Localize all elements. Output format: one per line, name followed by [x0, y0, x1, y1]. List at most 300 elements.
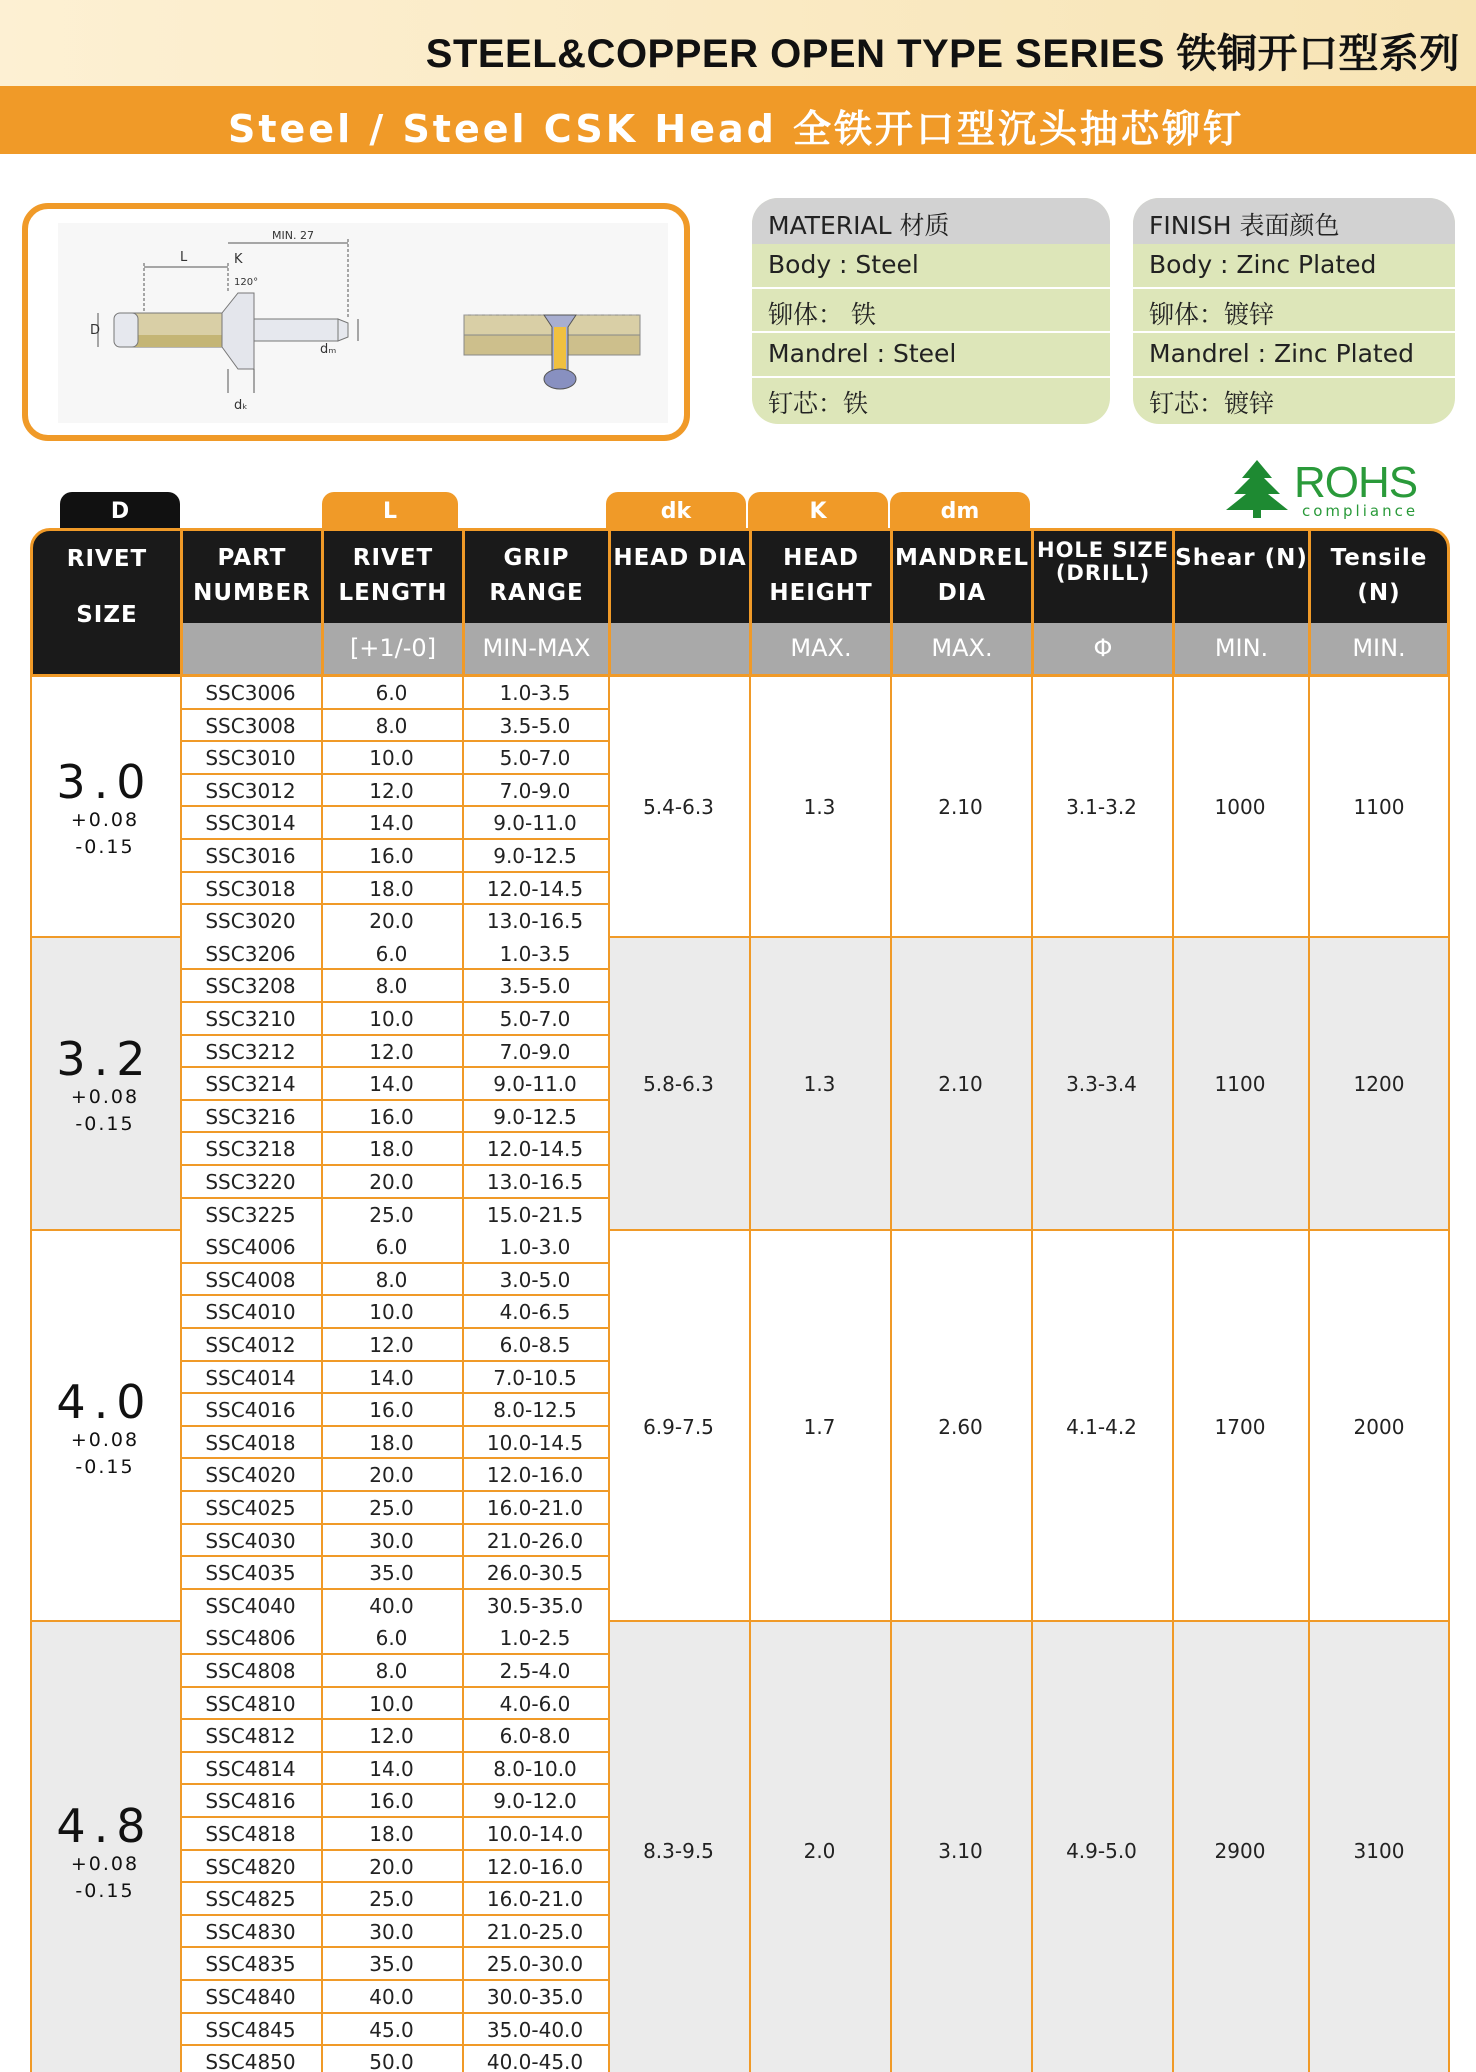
column-divider	[749, 1622, 751, 2072]
grip-range: 9.0-12.5	[493, 844, 577, 868]
table-row	[180, 1492, 608, 1525]
tolerance-minus: -0.15	[75, 1113, 135, 1136]
part-number: SSC3220	[205, 1169, 296, 1194]
rivet-length: 25.0	[369, 1202, 414, 1227]
grip-range: 7.0-9.0	[499, 778, 571, 803]
rivet-length: 50.0	[369, 2050, 414, 2072]
column-divider	[30, 677, 32, 938]
grip-range: 25.0-30.0	[486, 1952, 584, 1977]
rivet-length: 30.0	[369, 1528, 414, 1553]
finish-row: Mandrel : Zinc Plated	[1133, 333, 1455, 378]
rivet-length: 18.0	[369, 876, 414, 901]
hole-value: 3.3-3.4	[1066, 1072, 1137, 1097]
part-number: SSC4845	[205, 2017, 296, 2042]
part-number: SSC4835	[205, 1952, 296, 1977]
table-row	[180, 1883, 608, 1916]
header-divider	[321, 531, 324, 674]
column-divider	[180, 938, 182, 1231]
rivet-length: 45.0	[369, 2017, 414, 2042]
rivet-size-value: 4.0	[56, 1374, 154, 1429]
grip-range: 3.0-5.0	[499, 1267, 571, 1292]
column-divider	[1172, 1231, 1174, 1622]
grip-range: 6.0-8.0	[499, 1724, 571, 1749]
sub-mandrel-dia: MAX.	[931, 634, 993, 662]
part-number: SSC3208	[205, 974, 296, 999]
part-number: SSC4014	[205, 1365, 296, 1390]
rivet-length: 40.0	[369, 1593, 414, 1618]
column-divider	[1448, 677, 1450, 938]
grip-range: 6.0-8.5	[499, 1332, 571, 1357]
part-number: SSC3018	[205, 876, 296, 901]
col-hole-size: HOLE SIZE (DRILL)	[1037, 538, 1169, 585]
part-number: SSC3016	[205, 844, 296, 868]
grip-range: 9.0-12.0	[493, 1789, 577, 1814]
table-row	[180, 677, 608, 710]
head-dia-value: 5.8-6.3	[643, 1072, 714, 1097]
column-divider	[608, 1622, 610, 2072]
table-row	[180, 1231, 608, 1264]
column-divider	[1308, 938, 1310, 1231]
head-dia-value: 5.4-6.3	[643, 795, 714, 820]
sub-rivet-length: [+1/-0]	[349, 634, 437, 662]
sub-shear: MIN.	[1214, 634, 1269, 662]
column-divider	[1172, 1622, 1174, 2072]
column-divider	[462, 1622, 464, 2072]
rivet-length: 10.0	[369, 1006, 414, 1031]
grip-range: 26.0-30.5	[486, 1561, 584, 1586]
rohs-sub: compliance	[1302, 502, 1419, 520]
part-number: SSC4010	[205, 1300, 296, 1325]
column-divider	[321, 1622, 323, 2072]
header-divider	[1031, 531, 1034, 674]
table-row	[180, 1166, 608, 1199]
finish-heading: FINISH 表面颜色	[1133, 198, 1455, 244]
header-divider	[1172, 531, 1175, 674]
rivet-length: 16.0	[369, 844, 414, 868]
header-divider	[1308, 531, 1311, 674]
table-row	[180, 1362, 608, 1395]
header-divider	[749, 531, 752, 674]
grip-range: 3.5-5.0	[499, 713, 571, 738]
table-row	[180, 873, 608, 906]
column-divider	[30, 938, 32, 1231]
rivet-size-value: 4.8	[56, 1798, 154, 1853]
header-divider	[180, 531, 183, 674]
size-group	[30, 938, 1450, 1231]
col-rivet-size: RIVET SIZE	[66, 546, 148, 628]
label-d: D	[90, 323, 101, 338]
material-row: 铆体： 铁	[752, 289, 1110, 334]
col-mandrel-dia: MANDREL DIA	[894, 545, 1030, 606]
table-row	[180, 1264, 608, 1297]
table-row	[180, 1133, 608, 1166]
table-row	[180, 1459, 608, 1492]
product-title-bar	[0, 86, 1476, 154]
part-number: SSC3010	[205, 746, 296, 771]
rohs-label: ROHS	[1294, 458, 1418, 507]
rohs-logo	[1222, 458, 1419, 522]
part-number: SSC3020	[205, 909, 296, 934]
sub-head-height: MAX.	[790, 634, 852, 662]
table-header	[30, 528, 1450, 677]
column-divider	[1031, 938, 1033, 1231]
label-dm: dₘ	[320, 342, 337, 357]
part-rows	[180, 677, 608, 938]
column-divider	[1031, 1231, 1033, 1622]
grip-range: 21.0-25.0	[486, 1919, 584, 1944]
table-row	[180, 1296, 608, 1329]
sub-tensile: MIN.	[1352, 634, 1406, 662]
rivet-length: 10.0	[369, 1691, 414, 1716]
grip-range: 40.0-45.0	[486, 2050, 584, 2072]
grip-range: 5.0-7.0	[499, 1006, 571, 1031]
rivet-size-value: 3.2	[56, 1032, 154, 1087]
column-divider	[890, 677, 892, 938]
part-number: SSC4810	[205, 1691, 296, 1716]
rivet-length: 35.0	[369, 1561, 414, 1586]
grip-range: 1.0-3.5	[499, 941, 571, 966]
part-number: SSC3210	[205, 1006, 296, 1031]
table-row	[180, 905, 608, 938]
shear-value: 1700	[1214, 1414, 1266, 1439]
rivet-length: 8.0	[375, 713, 408, 738]
part-number: SSC4035	[205, 1561, 296, 1586]
rivet-length: 16.0	[369, 1104, 414, 1129]
part-number: SSC4840	[205, 1984, 296, 2009]
material-row: Body : Steel	[752, 244, 1110, 289]
col-rivet-length: RIVET LENGTH	[338, 545, 448, 606]
grip-range: 8.0-10.0	[493, 1756, 577, 1781]
column-divider	[462, 1231, 464, 1622]
table-row	[180, 2014, 608, 2047]
tensile-value: 1200	[1353, 1072, 1405, 1097]
part-number: SSC3012	[205, 778, 296, 803]
material-row: Mandrel : Steel	[752, 333, 1110, 378]
column-divider	[890, 1622, 892, 2072]
label-angle: 120°	[234, 277, 259, 288]
column-divider	[462, 938, 464, 1231]
table-row	[180, 742, 608, 775]
tensile-value: 3100	[1353, 1838, 1405, 1863]
grip-range: 9.0-12.5	[493, 1104, 577, 1129]
tolerance-plus: +0.08	[70, 1852, 140, 1875]
tolerance-minus: -0.15	[75, 1879, 135, 1902]
rivet-length: 20.0	[369, 1463, 414, 1488]
column-divider	[321, 1231, 323, 1622]
rivet-length: 6.0	[375, 941, 408, 966]
table-row	[180, 775, 608, 808]
part-number: SSC4812	[205, 1724, 296, 1749]
table-row	[180, 1948, 608, 1981]
head-height-value: 1.3	[803, 795, 836, 820]
tab-d: D	[60, 492, 180, 530]
head-height-value: 1.3	[803, 1072, 836, 1097]
table-row	[180, 1329, 608, 1362]
part-number: SSC3216	[205, 1104, 296, 1129]
grip-range: 21.0-26.0	[486, 1528, 584, 1553]
table-row	[180, 1557, 608, 1590]
part-number: SSC4016	[205, 1398, 296, 1423]
rivet-length: 25.0	[369, 1887, 414, 1912]
mandrel-dia-value: 2.60	[938, 1414, 983, 1439]
grip-range: 3.5-5.0	[499, 974, 571, 999]
table-row	[180, 1101, 608, 1134]
col-grip-range: GRIP RANGE	[489, 545, 584, 606]
part-number: SSC4006	[205, 1235, 296, 1260]
grip-range: 4.0-6.0	[499, 1691, 571, 1716]
rivet-length: 18.0	[369, 1430, 414, 1455]
part-number: SSC4012	[205, 1332, 296, 1357]
part-number: SSC3214	[205, 1072, 296, 1097]
rivet-length: 14.0	[369, 1756, 414, 1781]
grip-range: 13.0-16.5	[486, 1169, 584, 1194]
table-row	[180, 2046, 608, 2072]
table-row	[180, 1525, 608, 1558]
part-number: SSC4030	[205, 1528, 296, 1553]
grip-range: 5.0-7.0	[499, 746, 571, 771]
label-k: K	[234, 252, 243, 267]
part-number: SSC4018	[205, 1430, 296, 1455]
rivet-length: 10.0	[369, 1300, 414, 1325]
table-row	[180, 1622, 608, 1655]
size-group	[30, 1231, 1450, 1622]
part-number: SSC4025	[205, 1495, 296, 1520]
head-dia-value: 6.9-7.5	[643, 1414, 714, 1439]
rivet-diagram	[22, 203, 690, 441]
part-number: SSC4850	[205, 2050, 296, 2072]
grip-range: 2.5-4.0	[499, 1658, 571, 1683]
grip-range: 1.0-3.5	[499, 681, 571, 705]
rivet-length: 14.0	[369, 1072, 414, 1097]
head-height-value: 2.0	[803, 1838, 836, 1863]
rivet-length: 10.0	[369, 746, 414, 771]
material-heading: MATERIAL 材质	[752, 198, 1110, 244]
grip-range: 15.0-21.5	[486, 1202, 584, 1227]
grip-range: 30.5-35.0	[486, 1593, 584, 1618]
column-divider	[890, 938, 892, 1231]
label-l: L	[180, 250, 188, 265]
table-row	[180, 710, 608, 743]
grip-range: 35.0-40.0	[486, 2017, 584, 2042]
grip-range: 1.0-3.0	[499, 1235, 571, 1260]
part-number: SSC3206	[205, 941, 296, 966]
finish-row: 铆体：镀锌	[1133, 289, 1455, 334]
col-tensile: Tensile (N)	[1330, 545, 1428, 606]
grip-range: 16.0-21.0	[486, 1887, 584, 1912]
part-rows	[180, 938, 608, 1231]
mandrel-dia-value: 2.10	[938, 1072, 983, 1097]
part-number: SSC4816	[205, 1789, 296, 1814]
column-divider	[749, 1231, 751, 1622]
table-row	[180, 1785, 608, 1818]
header-divider	[890, 531, 893, 674]
header-divider	[608, 531, 611, 674]
series-title: STEEL&COPPER OPEN TYPE SERIES 铁铜开口型系列	[425, 32, 1460, 76]
rivet-length: 40.0	[369, 1984, 414, 2009]
column-divider	[1308, 1231, 1310, 1622]
column-divider	[462, 677, 464, 938]
rivet-length: 20.0	[369, 1169, 414, 1194]
tree-icon	[1222, 458, 1292, 518]
grip-range: 9.0-11.0	[493, 811, 577, 836]
rivet-length: 12.0	[369, 778, 414, 803]
col-head-dia: HEAD DIA	[613, 545, 747, 571]
part-number: SSC3212	[205, 1039, 296, 1064]
rivet-length: 20.0	[369, 909, 414, 934]
rivet-length: 20.0	[369, 1854, 414, 1879]
tab-dm: dm	[890, 492, 1030, 530]
col-shear: Shear (N)	[1175, 545, 1308, 571]
grip-range: 12.0-14.5	[486, 876, 584, 901]
column-divider	[1031, 1622, 1033, 2072]
column-divider	[1448, 1231, 1450, 1622]
table-row	[180, 1720, 608, 1753]
column-divider	[608, 677, 610, 938]
material-panel	[752, 198, 1110, 424]
part-number: SSC3225	[205, 1202, 296, 1227]
rivet-length: 12.0	[369, 1724, 414, 1749]
part-number: SSC4008	[205, 1267, 296, 1292]
rivet-length: 6.0	[375, 681, 408, 705]
table-row	[180, 970, 608, 1003]
column-divider	[180, 677, 182, 938]
grip-range: 16.0-21.0	[486, 1495, 584, 1520]
rivet-length: 14.0	[369, 811, 414, 836]
table-row	[180, 938, 608, 971]
finish-panel	[1133, 198, 1455, 424]
grip-range: 12.0-14.5	[486, 1137, 584, 1162]
part-number: SSC4814	[205, 1756, 296, 1781]
data-table	[30, 677, 1450, 2072]
grip-range: 12.0-16.0	[486, 1854, 584, 1879]
header-divider	[462, 531, 465, 674]
table-row	[180, 1753, 608, 1786]
hole-value: 4.9-5.0	[1066, 1838, 1137, 1863]
head-height-value: 1.7	[803, 1414, 836, 1439]
finish-row: 钉芯：镀锌	[1149, 388, 1275, 418]
column-divider	[321, 677, 323, 938]
grip-range: 9.0-11.0	[493, 1072, 577, 1097]
column-divider	[1172, 938, 1174, 1231]
table-row	[180, 1003, 608, 1036]
table-row	[180, 1199, 608, 1232]
rivet-length: 35.0	[369, 1952, 414, 1977]
part-number: SSC4818	[205, 1821, 296, 1846]
rivet-length: 25.0	[369, 1495, 414, 1520]
rivet-length: 8.0	[375, 1267, 408, 1292]
table-row	[180, 807, 608, 840]
column-divider	[1031, 677, 1033, 938]
rivet-length: 6.0	[375, 1235, 408, 1260]
label-dk: dₖ	[234, 398, 248, 413]
column-divider	[749, 938, 751, 1231]
rivet-length: 18.0	[369, 1137, 414, 1162]
part-number: SSC4020	[205, 1463, 296, 1488]
rivet-length: 16.0	[369, 1789, 414, 1814]
table-row	[180, 1818, 608, 1851]
table-row	[180, 840, 608, 873]
part-number: SSC4040	[205, 1593, 296, 1618]
column-divider	[1308, 1622, 1310, 2072]
table-row	[180, 1851, 608, 1884]
tab-k: K	[748, 492, 888, 530]
grip-range: 30.0-35.0	[486, 1984, 584, 2009]
table-row	[180, 1655, 608, 1688]
shear-value: 1000	[1214, 795, 1266, 820]
table-row	[180, 1427, 608, 1460]
table-row	[180, 1036, 608, 1069]
shear-value: 2900	[1214, 1838, 1266, 1863]
material-row: 钉芯：铁	[768, 388, 869, 418]
grip-range: 7.0-9.0	[499, 1039, 571, 1064]
tolerance-plus: +0.08	[70, 809, 140, 832]
table-row	[180, 1590, 608, 1623]
hole-value: 4.1-4.2	[1066, 1414, 1137, 1439]
tensile-value: 2000	[1353, 1414, 1405, 1439]
column-divider	[321, 938, 323, 1231]
part-rows	[180, 1622, 608, 2072]
part-number: SSC4808	[205, 1658, 296, 1683]
tolerance-plus: +0.08	[70, 1428, 140, 1451]
rivet-length: 18.0	[369, 1821, 414, 1846]
column-divider	[608, 1231, 610, 1622]
rivet-length: 30.0	[369, 1919, 414, 1944]
rivet-length: 6.0	[375, 1626, 408, 1651]
table-row	[180, 1981, 608, 2014]
series-title-bar	[0, 0, 1476, 86]
part-number: SSC4806	[205, 1626, 296, 1651]
column-divider	[30, 1231, 32, 1622]
part-number: SSC4820	[205, 1854, 296, 1879]
sub-hole-size: Φ	[1093, 634, 1113, 662]
label-min: MIN. 27	[272, 229, 314, 242]
part-number: SSC3006	[205, 681, 296, 705]
product-title: Steel / Steel CSK Head 全铁开口型沉头抽芯铆钉	[228, 107, 1245, 151]
table-row	[180, 1688, 608, 1721]
rivet-length: 8.0	[375, 1658, 408, 1683]
column-divider	[890, 1231, 892, 1622]
tab-l: L	[322, 492, 458, 530]
part-number: SSC3218	[205, 1137, 296, 1162]
rivet-length: 16.0	[369, 1398, 414, 1423]
part-number: SSC3014	[205, 811, 296, 836]
grip-range: 8.0-12.5	[493, 1398, 577, 1423]
column-divider	[1448, 1622, 1450, 2072]
table-row	[180, 1068, 608, 1101]
mandrel-dia-value: 3.10	[938, 1838, 983, 1863]
column-divider	[180, 1231, 182, 1622]
part-rows	[180, 1231, 608, 1622]
grip-range: 7.0-10.5	[493, 1365, 577, 1390]
shear-value: 1100	[1214, 1072, 1266, 1097]
size-group	[30, 677, 1450, 938]
tolerance-minus: -0.15	[75, 1455, 135, 1478]
rivet-size-value: 3.0	[56, 755, 154, 810]
col-part-number: PART NUMBER	[193, 545, 311, 606]
column-divider	[749, 677, 751, 938]
column-divider	[1448, 938, 1450, 1231]
col-head-height: HEAD HEIGHT	[769, 545, 873, 606]
finish-row: Body : Zinc Plated	[1133, 244, 1455, 289]
part-number: SSC4825	[205, 1887, 296, 1912]
grip-range: 13.0-16.5	[486, 909, 584, 934]
rivet-drawing	[58, 223, 668, 423]
column-divider	[180, 1622, 182, 2072]
part-number: SSC4830	[205, 1919, 296, 1944]
head-dia-value: 8.3-9.5	[643, 1838, 714, 1863]
size-group	[30, 1622, 1450, 2072]
column-divider	[1308, 677, 1310, 938]
